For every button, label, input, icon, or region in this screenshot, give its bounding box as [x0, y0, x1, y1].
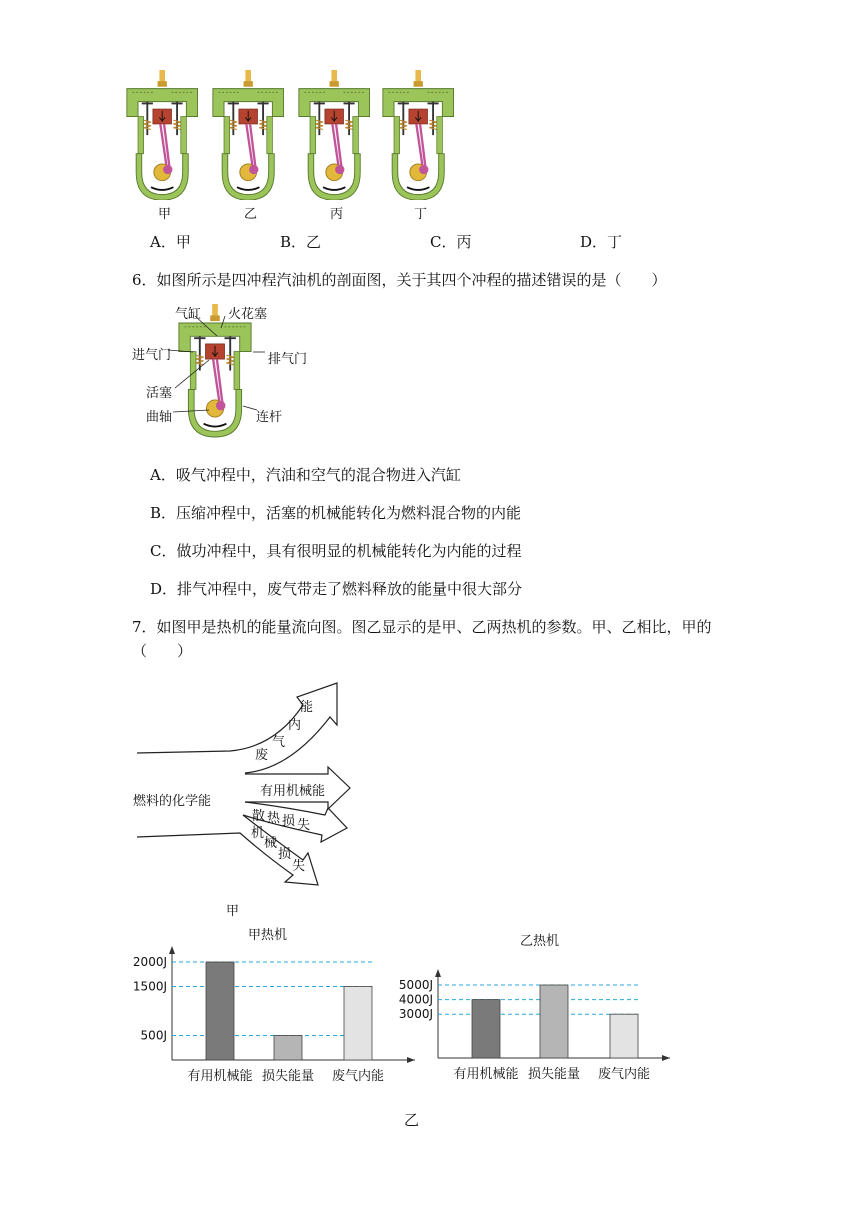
- flow-exhaust-char-2: 气: [272, 735, 286, 750]
- q5-engine-label-1: 甲: [158, 207, 172, 222]
- y-axis-arrow: [169, 946, 175, 954]
- q5-engine-4: [381, 70, 461, 200]
- q5-choice-d[interactable]: D．丁: [580, 233, 623, 251]
- q6-stem: 6．如图所示是四冲程汽油机的剖面图，关于其四个冲程的描述错误的是（ ）: [132, 271, 667, 289]
- flow-heat-char-2: 热: [267, 811, 281, 826]
- y-tick-label: 2000J: [132, 955, 167, 969]
- chart-jia: [120, 915, 420, 1085]
- flow-heat-char-3: 损: [282, 814, 296, 829]
- bar: [274, 1036, 302, 1061]
- bar: [344, 987, 372, 1061]
- flow-exhaust-char-3: 内: [288, 718, 302, 733]
- y-tick-label: 3000J: [398, 1007, 433, 1022]
- flow-mech-char-1: 机: [251, 826, 265, 841]
- flow-heat-char-1: 散: [252, 809, 266, 824]
- flow-heat-char-4: 失: [297, 818, 311, 833]
- q7-stem-line2: （ ）: [132, 642, 193, 660]
- y-axis-arrow: [435, 969, 441, 977]
- y-tick-label: 4000J: [398, 992, 433, 1007]
- q5-engine-label-4: 丁: [414, 207, 428, 222]
- y-tick-label: 5000J: [398, 978, 433, 992]
- flow-mech-char-3: 损: [278, 847, 292, 862]
- y-tick-label: 1500J: [132, 979, 167, 994]
- flow-mech-char-2: 械: [264, 836, 278, 851]
- flow-exhaust-char-1: 废: [255, 748, 269, 763]
- bar: [472, 1000, 500, 1058]
- x-category-label: 损失能量: [527, 1067, 581, 1082]
- q7-stem-line1: 7．如图甲是热机的能量流向图。图乙显示的是甲、乙两热机的参数。甲、乙相比，甲的: [132, 618, 712, 636]
- label-crankshaft: 曲轴: [146, 410, 173, 425]
- label-exhaust-valve: 排气门: [268, 352, 308, 367]
- label-cylinder: 气缸: [175, 307, 202, 322]
- label-piston: 活塞: [146, 386, 173, 401]
- bar: [540, 985, 568, 1058]
- chart-title: 乙热机: [520, 934, 560, 949]
- q5-engine-label-2: 乙: [244, 207, 258, 222]
- flow-mech-char-4: 失: [292, 859, 306, 874]
- q5-engine-label-3: 丙: [330, 207, 344, 222]
- x-category-label: 废气内能: [597, 1067, 651, 1082]
- q5-engine-2: [211, 70, 291, 200]
- label-intake-valve: 进气门: [132, 348, 172, 363]
- label-spark-plug: 火花塞: [228, 307, 268, 322]
- q6-choice-b[interactable]: B．压缩冲程中，活塞的机械能转化为燃料混合物的内能: [150, 504, 522, 522]
- q5-engine-3: [297, 70, 377, 200]
- x-axis-arrow: [662, 1055, 670, 1061]
- flow-caption: 甲: [226, 904, 240, 919]
- x-category-label: 有用机械能: [187, 1069, 253, 1084]
- flow-exhaust-char-4: 能: [300, 700, 314, 715]
- x-category-label: 有用机械能: [453, 1067, 519, 1082]
- flow-source-label: 燃料的化学能: [133, 794, 212, 809]
- energy-flow-diagram: [125, 675, 365, 890]
- chart-caption: 乙: [404, 1111, 420, 1129]
- q5-choice-b[interactable]: B．乙: [280, 233, 322, 251]
- q5-engine-1: [125, 70, 205, 200]
- x-category-label: 废气内能: [331, 1069, 385, 1084]
- label-connecting-rod: 连杆: [256, 410, 283, 425]
- bar: [610, 1014, 638, 1058]
- y-tick-label: 500J: [140, 1028, 167, 1043]
- bar: [206, 962, 234, 1060]
- q6-choice-c[interactable]: C．做功冲程中，具有很明显的机械能转化为内能的过程: [150, 542, 522, 560]
- chart-title: 甲热机: [248, 928, 288, 943]
- q6-choice-a[interactable]: A．吸气冲程中，汽油和空气的混合物进入汽缸: [150, 466, 461, 484]
- q6-choice-d[interactable]: D．排气冲程中，废气带走了燃料释放的能量中很大部分: [150, 580, 523, 598]
- q5-choice-a[interactable]: A．甲: [150, 233, 191, 251]
- chart-yi: [390, 925, 680, 1085]
- x-category-label: 损失能量: [261, 1069, 315, 1084]
- q5-choice-c[interactable]: C．丙: [430, 233, 472, 251]
- flow-useful-label: 有用机械能: [260, 784, 326, 799]
